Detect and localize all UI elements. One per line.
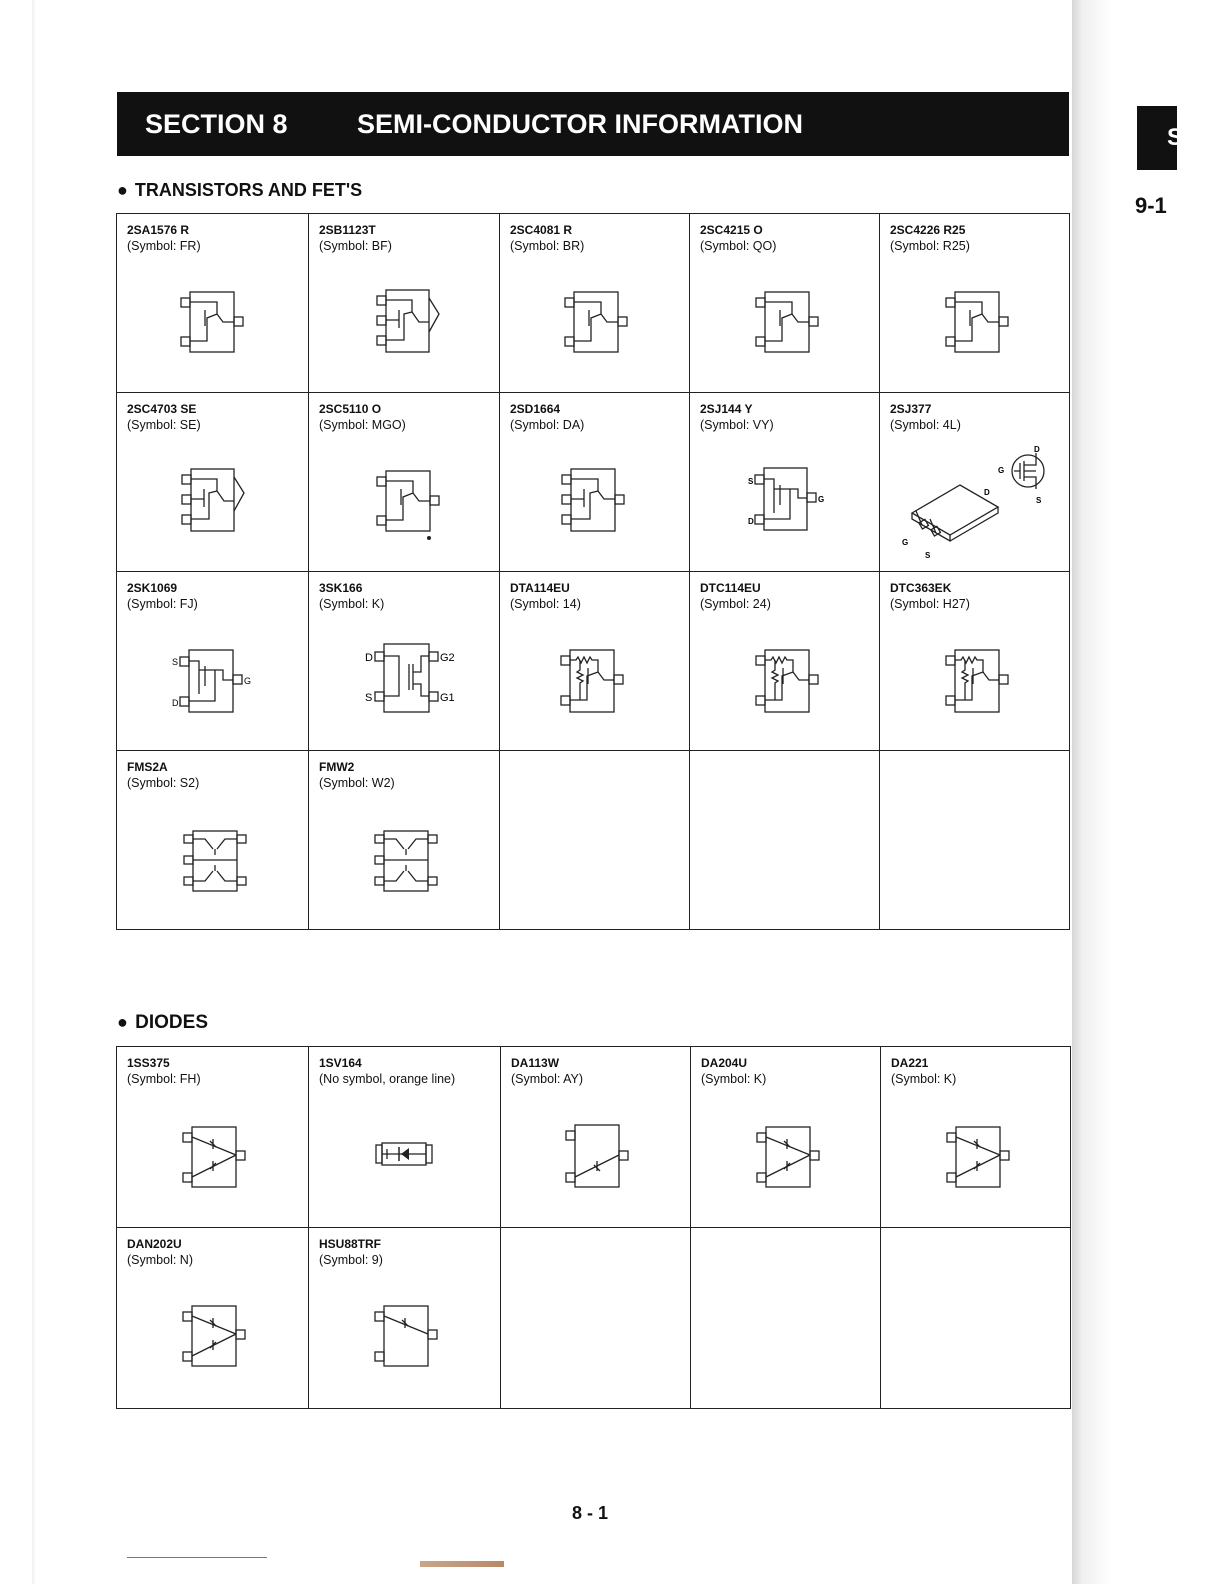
pin-label-d: D — [1034, 445, 1040, 454]
component-cell — [309, 1047, 501, 1228]
part-number: DA113W — [511, 1056, 560, 1070]
component-cell — [309, 572, 500, 751]
component-cell — [690, 393, 880, 572]
component-cell — [500, 572, 690, 751]
component-cell — [309, 1228, 501, 1409]
dual-diode-icon — [691, 1047, 881, 1227]
dual-gate-fet-icon — [309, 572, 499, 750]
section-number: SECTION 8 — [145, 108, 288, 139]
page-number: 8 - 1 — [572, 1503, 609, 1523]
marking-symbol: (Symbol: S2) — [127, 776, 200, 790]
part-number: 3SK166 — [319, 581, 363, 595]
dual-diode-icon — [881, 1047, 1071, 1227]
empty-cell — [880, 751, 1070, 930]
section-title: SEMI-CONDUCTOR INFORMATION — [357, 108, 803, 139]
single-diode-icon — [501, 1047, 691, 1227]
part-number: 2SJ144 Y — [700, 402, 753, 416]
component-cell — [309, 214, 500, 393]
pin-label-d: D — [984, 488, 990, 497]
bullet-icon: ● — [117, 1012, 128, 1032]
component-cell — [117, 214, 309, 393]
component-cell — [880, 572, 1070, 751]
component-cell — [691, 1047, 881, 1228]
marking-symbol: (Symbol: FJ) — [127, 597, 198, 611]
part-number: 2SK1069 — [127, 581, 178, 595]
transistors-heading — [117, 180, 362, 201]
marking-symbol: (Symbol: 4L) — [890, 418, 961, 432]
side-page-number: 9-1 — [1135, 193, 1167, 218]
transistor-package-icon — [500, 393, 690, 571]
pin-label-g: G — [902, 538, 909, 547]
empty-cell — [690, 751, 880, 930]
marking-symbol: (Symbol: BR) — [510, 239, 585, 253]
transistors-table — [116, 213, 1070, 930]
section-banner — [117, 92, 1069, 156]
diodes-heading-text: DIODES — [135, 1012, 209, 1033]
varicap-diode-icon — [309, 1047, 499, 1227]
component-cell — [117, 751, 309, 930]
empty-cell — [691, 1228, 881, 1409]
empty-cell — [501, 1228, 691, 1409]
part-number: 2SC4081 R — [510, 223, 573, 237]
part-number: 2SD1664 — [510, 402, 561, 416]
marking-symbol: (Symbol: H27) — [890, 597, 970, 611]
part-number: DAN202U — [127, 1237, 182, 1251]
page-binding-shadow — [1072, 0, 1224, 1584]
dual-transistor-icon — [117, 751, 307, 929]
transistor-package-icon — [690, 214, 880, 392]
marking-symbol: (Symbol: 24) — [700, 597, 771, 611]
component-cell — [117, 393, 309, 572]
marking-symbol: (Symbol: VY) — [700, 418, 774, 432]
dual-diode-icon — [117, 1228, 307, 1408]
pin-label-s: S — [925, 551, 931, 560]
part-number: HSU88TRF — [319, 1237, 382, 1251]
component-cell — [880, 214, 1070, 393]
marking-symbol: (Symbol: K) — [701, 1072, 767, 1086]
marking-symbol: (Symbol: N) — [127, 1253, 193, 1267]
part-number: 2SB1123T — [319, 223, 376, 237]
transistors-heading-text: TRANSISTORS AND FET'S — [134, 180, 363, 200]
empty-cell — [500, 751, 690, 930]
marking-symbol: (No symbol, orange line) — [319, 1072, 456, 1086]
part-number: 2SC4703 SE — [127, 402, 197, 416]
pin-label-d: D — [365, 652, 373, 664]
part-number: 1SS375 — [127, 1056, 170, 1070]
marking-symbol: (Symbol: QO) — [700, 239, 777, 253]
marking-symbol: (Symbol: 9) — [319, 1253, 383, 1267]
empty-cell — [881, 1228, 1071, 1409]
pin-label-s: S — [748, 477, 754, 486]
component-cell — [501, 1047, 691, 1228]
component-cell — [690, 572, 880, 751]
component-cell — [309, 393, 500, 572]
dual-diode-icon — [117, 1047, 307, 1227]
part-number: DTA114EU — [510, 581, 570, 595]
pin-label-s: S — [1036, 496, 1042, 505]
component-cell — [117, 1228, 309, 1409]
part-number: DA204U — [701, 1056, 748, 1070]
digital-transistor-icon — [690, 572, 880, 750]
pin-label-g: G — [244, 676, 252, 686]
part-number: DA221 — [891, 1056, 929, 1070]
side-tab-letter: S — [1167, 124, 1184, 151]
diodes-heading — [117, 1012, 208, 1034]
transistor-package-icon — [117, 393, 307, 571]
part-number: DTC363EK — [890, 581, 952, 595]
pin-label-g: G — [818, 495, 825, 504]
part-number: FMS2A — [127, 760, 168, 774]
marking-symbol: (Symbol: 14) — [510, 597, 581, 611]
component-cell — [690, 214, 880, 393]
component-cell — [309, 751, 500, 930]
component-cell — [500, 214, 690, 393]
component-cell — [117, 1047, 309, 1228]
part-number: DTC114EU — [700, 581, 761, 595]
component-cell — [500, 393, 690, 572]
part-number: 2SA1576 R — [127, 223, 190, 237]
digital-transistor-icon — [500, 572, 690, 750]
single-diode-icon — [309, 1228, 499, 1408]
marking-symbol: (Symbol: K) — [891, 1072, 957, 1086]
part-number: 2SJ377 — [890, 402, 932, 416]
marking-symbol: (Symbol: FR) — [127, 239, 201, 253]
marking-symbol: (Symbol: BF) — [319, 239, 392, 253]
part-number: 2SC5110 O — [319, 402, 382, 416]
transistor-package-icon — [880, 214, 1070, 392]
component-cell — [881, 1047, 1071, 1228]
diodes-table — [116, 1046, 1071, 1409]
marking-symbol: (Symbol: MGO) — [319, 418, 406, 432]
dpak-mosfet-icon — [880, 393, 1070, 571]
pin-label-s: S — [172, 657, 179, 667]
fet-package-icon — [117, 572, 307, 750]
dual-transistor-icon — [309, 751, 499, 929]
part-number: FMW2 — [319, 760, 355, 774]
bullet-icon: ● — [117, 180, 128, 200]
part-number: 2SC4215 O — [700, 223, 763, 237]
transistor-package-icon — [117, 214, 307, 392]
pin-label-d: D — [748, 517, 754, 526]
pin-label-g1: G1 — [440, 692, 455, 704]
bottom-smudge — [420, 1561, 504, 1567]
fet-package-icon — [690, 393, 880, 571]
marking-symbol: (Symbol: FH) — [127, 1072, 201, 1086]
marking-symbol: (Symbol: SE) — [127, 418, 201, 432]
pin-label-g2: G2 — [440, 652, 455, 664]
marking-symbol: (Symbol: K) — [319, 597, 385, 611]
marking-symbol: (Symbol: W2) — [319, 776, 395, 790]
bottom-rule — [127, 1557, 267, 1558]
transistor-package-icon — [309, 214, 499, 392]
side-section-tab[interactable] — [1137, 106, 1184, 170]
transistor-package-icon — [500, 214, 690, 392]
part-number: 1SV164 — [319, 1056, 362, 1070]
pin-label-g: G — [998, 466, 1005, 475]
page-left-edge — [32, 0, 35, 1584]
part-number: 2SC4226 R25 — [890, 223, 966, 237]
digital-transistor-icon — [880, 572, 1070, 750]
marking-symbol: (Symbol: DA) — [510, 418, 585, 432]
component-cell — [117, 572, 309, 751]
pin-label-d: D — [172, 698, 179, 708]
marking-symbol: (Symbol: R25) — [890, 239, 970, 253]
component-cell — [880, 393, 1070, 572]
marking-symbol: (Symbol: AY) — [511, 1072, 584, 1086]
pin-label-s: S — [365, 692, 373, 704]
transistor-package-icon — [309, 393, 499, 571]
